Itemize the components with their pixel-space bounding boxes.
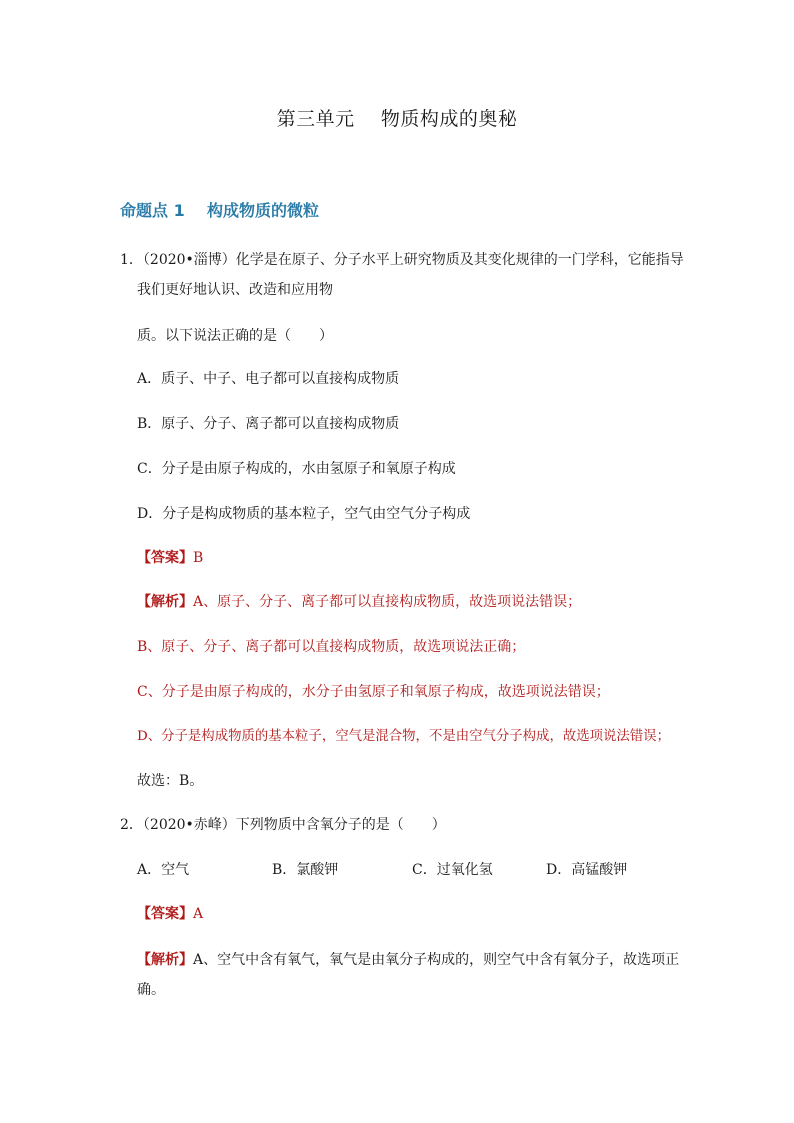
q2-option-b: B．氯酸钾	[272, 862, 339, 878]
q1-analysis-line-2: B、原子、分子、离子都可以直接构成物质，故选项说法正确；	[137, 639, 526, 655]
q1-option-d: D．分子是构成物质的基本粒子，空气由空气分子构成	[137, 506, 471, 522]
q2-analysis-line-1	[137, 950, 679, 970]
q1-stem-line-2: 我们更好地认识、改造和应用物	[137, 282, 333, 298]
q1-option-c: C．分子是由原子构成的，水由氢原子和氧原子构成	[137, 461, 456, 477]
q1-answer-tag: 【答案】	[137, 550, 193, 566]
q2-analysis-tag: 【解析】	[137, 952, 193, 968]
q2-option-a: A．空气	[137, 862, 190, 878]
q1-answer-value: B	[193, 550, 204, 566]
q1-stem-line-3: 质。以下说法正确的是（ ）	[137, 328, 333, 344]
q2-answer	[137, 904, 203, 924]
page-title: 第三单元 物质构成的奥秘	[276, 108, 518, 130]
q1-option-b: B．原子、分子、离子都可以直接构成物质	[137, 416, 400, 432]
section-heading: 命题点 1 构成物质的微粒	[120, 201, 319, 220]
q1-conclusion: 故选：B。	[137, 773, 204, 789]
q1-stem-line-1: 1．（2020•淄博）化学是在原子、分子水平上研究物质及其变化规律的一门学科，它能指导	[120, 252, 684, 268]
q2-stem: 2．（2020•赤峰）下列物质中含氧分子的是（ ）	[120, 817, 446, 833]
q2-option-d: D．高锰酸钾	[546, 862, 628, 878]
q1-answer	[137, 548, 203, 568]
q1-analysis-text-1: A、原子、分子、离子都可以直接构成物质，故选项说法错误；	[193, 594, 582, 610]
q2-analysis-text-1: A、空气中含有氧气，氧气是由氧分子构成的，则空气中含有氧分子，故选项正	[193, 952, 680, 968]
q2-answer-tag: 【答案】	[137, 906, 193, 922]
q1-analysis-tag: 【解析】	[137, 594, 193, 610]
q2-analysis-line-2: 确。	[137, 982, 165, 998]
q1-analysis-line-4: D、分子是构成物质的基本粒子，空气是混合物，不是由空气分子构成，故选项说法错误；	[137, 729, 670, 744]
q2-answer-value: A	[193, 906, 204, 922]
q1-option-a: A．质子、中子、电子都可以直接构成物质	[137, 371, 400, 387]
q2-option-c: C．过氧化氢	[412, 862, 493, 878]
q1-analysis-line-1	[137, 592, 581, 612]
q1-analysis-line-3: C、分子是由原子构成的，水分子由氢原子和氧原子构成，故选项说法错误；	[137, 684, 610, 700]
